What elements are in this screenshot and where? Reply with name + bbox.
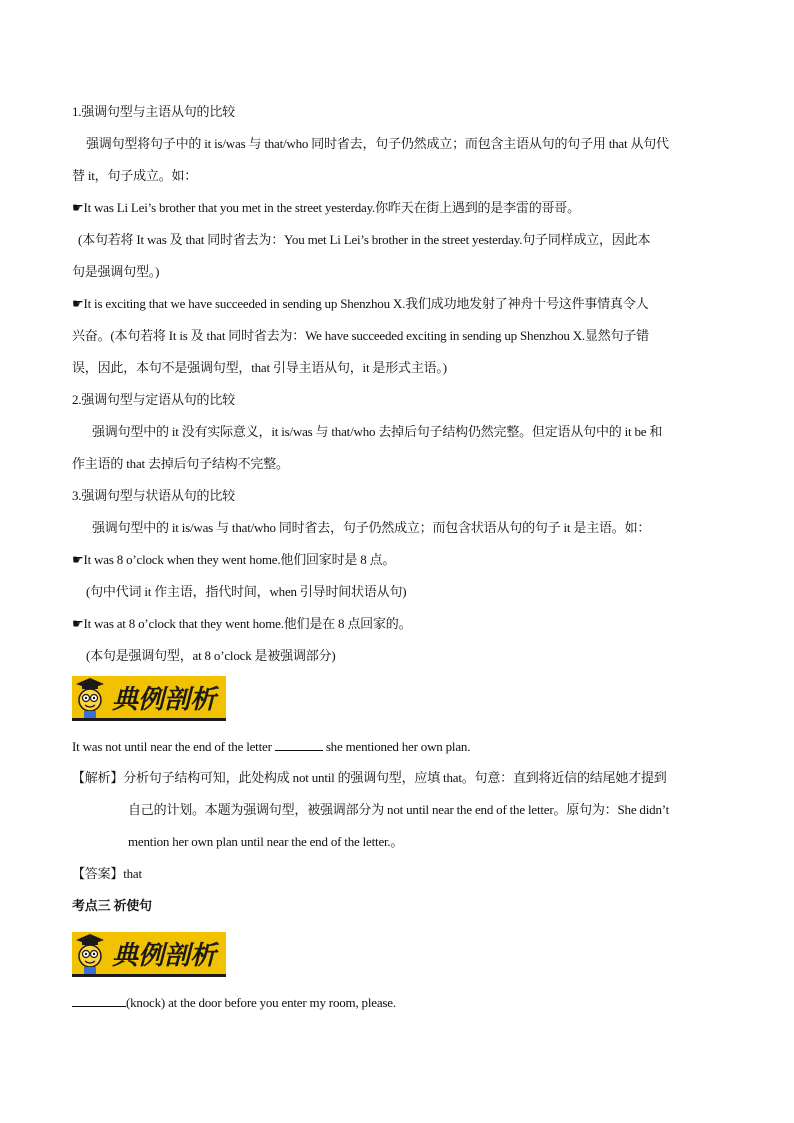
answer-line [72,866,142,882]
example-4-line [72,616,411,632]
analysis-line-3: mention her own plan until near the end of the letter.。 [128,834,404,849]
section-2-paragraph-line-1: 强调句型中的 it 没有实际意义，it is/was 与 that/who 去掉后句子结构仍然完整。但定语从句中的 it be 和 [92,424,663,439]
banner-text: 典例剖析 [112,941,217,971]
question-text-after: (knock) at the door before you enter my room, please. [126,995,396,1010]
kaodian-3-heading: 考点三 祈使句 [72,898,152,913]
banner-text: 典例剖析 [112,685,217,715]
section-1-title: 1.强调句型与主语从句的比较 [72,104,235,119]
example-2-line-3: 误，因此，本句不是强调句型，that 引导主语从句，it 是形式主语。) [72,360,447,375]
section-1-paragraph-line-2: 替 it，句子成立。如： [72,168,198,183]
answer-text: that [123,866,142,881]
section-2-paragraph-line-2: 作主语的 that 去掉后句子结构不完整。 [72,456,289,471]
section-3-paragraph: 强调句型中的 it is/was 与 that/who 同时省去，句子仍然成立；而包含状语从句的句子 it 是主语。如： [92,520,651,535]
analysis-line-2: 自己的计划。本题为强调句型，被强调部分为 not until near the end of the letter。原句为：She didn’t [128,802,670,817]
example-1-note-line-2: 句是强调句型。) [72,264,160,279]
answer-blank[interactable] [275,738,323,751]
example-1-note-line-1: (本句若将 It was 及 that 同时省去为：You met Li Lei’s brother in the street yesterday.句子同样成立，因此本 [78,232,651,247]
question-2 [72,994,396,1011]
answer-blank[interactable] [72,994,126,1007]
pointing-hand-icon: ☛ [72,296,84,311]
example-1-line [72,200,580,216]
pointing-hand-icon: ☛ [72,200,84,215]
section-3-title: 3.强调句型与状语从句的比较 [72,488,235,503]
analysis-tag: 【解析】 [72,770,124,785]
typical-example-banner [72,930,226,978]
example-sentence: It is exciting that we have succeeded in sending up Shenzhou X.我们成功地发射了神舟十号这件事情真令人 [83,296,649,311]
section-1-paragraph-line-1: 强调句型将句子中的 it is/was 与 that/who 同时省去，句子仍然成立；而包含主语从句的句子用 that 从句代 [86,136,669,151]
example-sentence: It was Li Lei’s brother that you met in the street yesterday.你昨天在街上遇到的是李雷的哥哥。 [83,200,580,215]
pointing-hand-icon: ☛ [72,552,84,567]
example-3-line [72,552,395,568]
example-sentence: It was at 8 o’clock that they went home.他们是在 8 点回家的。 [83,616,412,631]
example-3-note: (句中代词 it 作主语，指代时间，when 引导时间状语从句) [86,584,407,599]
section-2-title: 2.强调句型与定语从句的比较 [72,392,235,407]
analysis-text: 分析句子结构可知，此处构成 not until 的强调句型，应填 that。句意：直到将近信的结尾她才提到 [123,770,667,785]
typical-example-banner [72,674,226,722]
example-2-line-2: 兴奋。(本句若将 It is 及 that 同时省去为：We have succeeded exciting in sending up Shenzhou X.显然句子错 [72,328,649,343]
pointing-hand-icon: ☛ [72,616,84,631]
analysis-line-1 [72,770,667,786]
question-1 [72,738,470,755]
example-4-note: (本句是强调句型，at 8 o’clock 是被强调部分) [86,648,336,663]
question-text-after: she mentioned her own plan. [325,739,471,754]
answer-tag: 【答案】 [72,866,124,881]
example-sentence: It was 8 o’clock when they went home.他们回家时是 8 点。 [83,552,396,567]
example-2-line-1 [72,296,648,312]
question-text-before: It was not until near the end of the letter [72,739,272,754]
